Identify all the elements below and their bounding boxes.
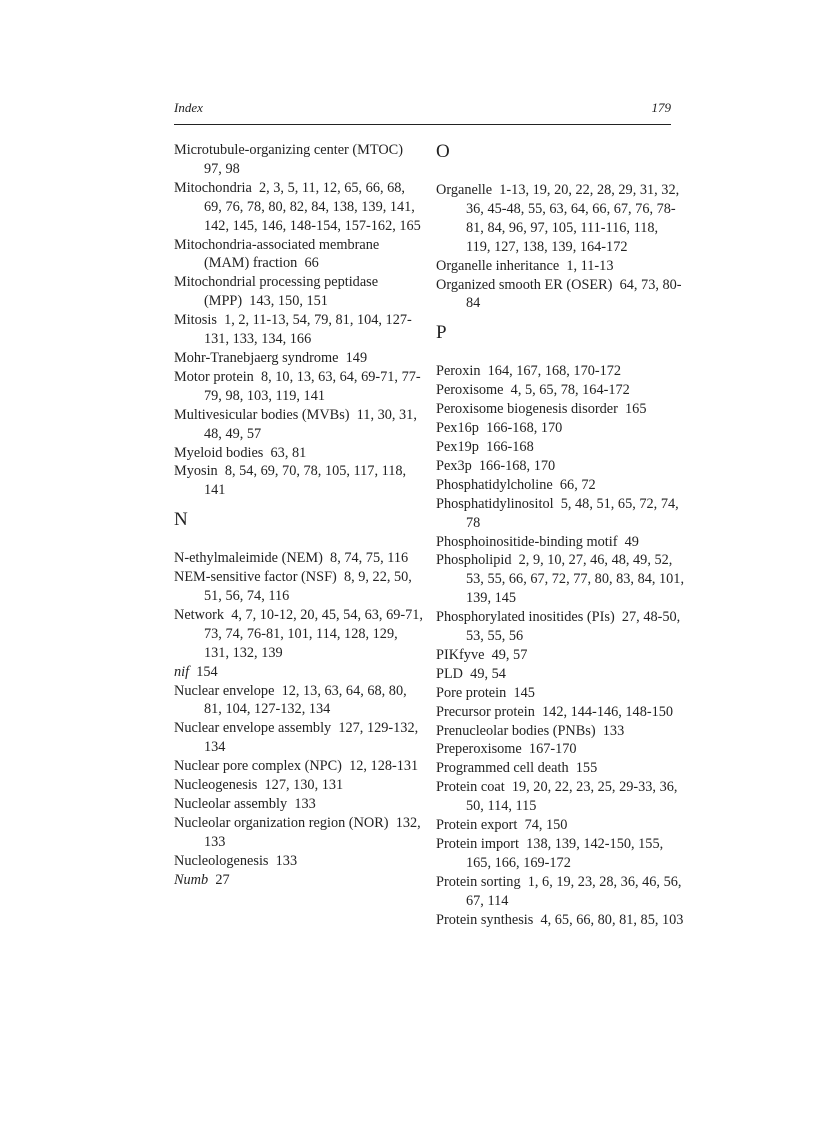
index-term: Peroxisome biogenesis disorder: [436, 401, 618, 418]
index-entry: [436, 257, 686, 276]
index-term: Myosin: [174, 463, 218, 480]
index-entry: [436, 400, 686, 419]
index-page-refs: 149: [345, 349, 368, 366]
index-entry: [174, 871, 424, 890]
index-page-refs: 12, 128-131: [349, 758, 419, 775]
index-column-right: [436, 141, 686, 930]
index-term: Mitosis: [174, 312, 217, 329]
index-term: Phosphorylated inositides (PIs): [436, 609, 615, 626]
index-term: Precursor protein: [436, 703, 535, 720]
index-term: Numb: [174, 871, 209, 888]
index-page-refs: 66: [304, 255, 319, 272]
index-group-o: [436, 181, 686, 313]
index-term: Nucleolar organization region (NOR): [174, 814, 389, 831]
index-entry: [174, 141, 424, 179]
index-entry: [436, 684, 686, 703]
index-entry: [174, 814, 424, 852]
index-entry: [436, 722, 686, 741]
index-page-refs: 8, 9, 22, 50, 51, 56, 74, 116: [204, 569, 412, 605]
index-entry: [436, 646, 686, 665]
index-entry: [174, 179, 424, 236]
index-entry: [174, 776, 424, 795]
index-term: Protein coat: [436, 779, 505, 796]
index-term: Programmed cell death: [436, 760, 569, 777]
index-entry: [436, 533, 686, 552]
index-term: Pore protein: [436, 684, 507, 701]
running-header: [174, 100, 671, 120]
index-page-refs: 8, 10, 13, 63, 64, 69-71, 77-79, 98, 103, 119, 141: [204, 368, 421, 404]
index-page-refs: 127, 130, 131: [264, 777, 344, 794]
index-entry: [436, 495, 686, 533]
index-term: Microtubule-organizing center (MTOC): [174, 142, 403, 158]
index-page-refs: 2, 3, 5, 11, 12, 65, 66, 68, 69, 76, 78, 80, 82, 84, 138, 139, 141, 142, 145, 146, 148-154, 157-162, 165: [204, 179, 421, 234]
index-page-refs: 74, 150: [524, 817, 568, 834]
index-term: Protein import: [436, 836, 519, 852]
index-term: N-ethylmaleimide (NEM): [174, 550, 323, 567]
index-entry: [436, 740, 686, 759]
index-term: Nuclear envelope: [174, 682, 275, 699]
index-term: NEM-sensitive factor (NSF): [174, 569, 337, 586]
index-page-refs: 132, 133: [204, 814, 421, 850]
index-entry: [174, 568, 424, 606]
section-title: Index: [174, 100, 203, 115]
index-entry: [436, 759, 686, 778]
index-page-refs: 145: [513, 684, 535, 701]
index-page-refs: 4, 7, 10-12, 20, 45, 54, 63, 69-71, 73, 74, 76-81, 101, 114, 128, 129, 131, 132, 139: [204, 606, 423, 661]
index-term: Protein sorting: [436, 873, 521, 890]
index-page-refs: 166-168, 170: [486, 420, 563, 437]
index-term: PIKfyve: [436, 646, 485, 663]
index-page-refs: 142, 144-146, 148-150: [542, 703, 674, 720]
index-page-refs: 66, 72: [559, 476, 596, 493]
index-term: Myeloid bodies: [174, 444, 264, 461]
index-page-refs: 167-170: [528, 741, 577, 758]
index-entry: [436, 438, 686, 457]
index-page-refs: 63, 81: [270, 444, 307, 461]
index-entry: [174, 663, 424, 682]
index-page-refs: 1-13, 19, 20, 22, 28, 29, 31, 32, 36, 45-48, 55, 63, 64, 66, 67, 76, 78-81, 84, 96, 97, 105, 111-116, 118, 119, 127, 138, 139, 164-172: [466, 182, 680, 255]
index-term: Mitochondria-associated membrane (MAM) fraction: [174, 236, 380, 272]
index-entry: [436, 778, 686, 816]
index-term: Organized smooth ER (OSER): [436, 276, 613, 293]
index-page-refs: 5, 48, 51, 65, 72, 74, 78: [466, 495, 679, 531]
index-term: Mitochondrial processing peptidase (MPP): [174, 274, 379, 310]
index-page-refs: 164, 167, 168, 170-172: [487, 363, 622, 380]
index-term: Motor protein: [174, 368, 254, 385]
index-entry: [436, 608, 686, 646]
index-term: Peroxin: [436, 363, 481, 380]
index-page-refs: 154: [196, 663, 218, 680]
index-entry: [174, 311, 424, 349]
index-column-left: [174, 141, 424, 890]
index-term: Mohr-Tranebjaerg syndrome: [174, 349, 339, 366]
index-term: Nucleologenesis: [174, 852, 269, 869]
index-term: Nucleogenesis: [174, 777, 258, 794]
page-number: 179: [651, 100, 671, 115]
index-term: Organelle inheritance: [436, 257, 560, 274]
index-entry: [436, 276, 686, 314]
index-entry: [174, 406, 424, 444]
index-entry: [174, 349, 424, 368]
index-page-refs: 49, 54: [470, 665, 506, 682]
index-term: Pex19p: [436, 438, 479, 455]
index-page-refs: 138, 139, 142-150, 155, 165, 166, 169-172: [466, 836, 664, 871]
index-term: PLD: [436, 665, 464, 682]
index-term: Organelle: [436, 182, 493, 198]
section-letter-p: P: [436, 322, 447, 344]
index-page-refs: 19, 20, 22, 23, 25, 29-33, 36, 50, 114, 115: [466, 779, 678, 815]
index-entry: [174, 795, 424, 814]
index-page-refs: 166-168, 170: [478, 457, 556, 474]
index-page-refs: 97, 98: [204, 160, 240, 177]
index-entry: [174, 462, 424, 500]
index-page-refs: 12, 13, 63, 64, 68, 80, 81, 104, 127-132, 134: [204, 682, 407, 718]
index-entry: [174, 719, 424, 757]
index-entry: [174, 549, 424, 568]
index-term: Network: [174, 606, 225, 623]
index-term: Nuclear pore complex (NPC): [174, 758, 342, 775]
index-group-m: [174, 141, 424, 500]
index-page-refs: 27, 48-50, 53, 55, 56: [466, 609, 681, 645]
index-term: Multivesicular bodies (MVBs): [174, 406, 350, 423]
index-term: Phosphatidylcholine: [436, 476, 553, 493]
header-rule: [174, 124, 671, 125]
index-term: Mitochondria: [174, 179, 252, 196]
index-entry: [174, 444, 424, 463]
index-group-p: [436, 362, 686, 929]
index-page-refs: 4, 5, 65, 78, 164-172: [510, 382, 630, 399]
index-page-refs: 49, 57: [491, 646, 528, 663]
index-entry: [436, 911, 686, 930]
index-page-refs: 165: [625, 401, 647, 418]
index-entry: [436, 362, 686, 381]
index-entry: [436, 835, 686, 873]
index-entry: [436, 457, 686, 476]
index-page-refs: 8, 54, 69, 70, 78, 105, 117, 118, 141: [204, 463, 407, 499]
index-term: Protein export: [436, 817, 518, 834]
index-entry: [436, 703, 686, 722]
index-entry: [174, 236, 424, 274]
index-page-refs: 11, 30, 31, 48, 49, 57: [204, 406, 417, 442]
index-page-refs: 143, 150, 151: [249, 293, 328, 310]
index-term: Peroxisome: [436, 382, 504, 399]
index-entry: [436, 816, 686, 835]
index-term: Phospholipid: [436, 552, 512, 569]
index-page-refs: 1, 2, 11-13, 54, 79, 81, 104, 127-131, 133, 134, 166: [204, 312, 412, 348]
index-entry: [436, 476, 686, 495]
index-page-refs: 2, 9, 10, 27, 46, 48, 49, 52, 53, 55, 66, 67, 72, 77, 80, 83, 84, 101, 139, 145: [466, 552, 685, 607]
index-entry: [174, 682, 424, 720]
section-letter-n: N: [174, 509, 188, 531]
index-term: Nuclear envelope assembly: [174, 720, 332, 737]
index-page-refs: 133: [275, 852, 298, 869]
index-page-refs: 127, 129-132, 134: [204, 720, 419, 756]
index-term: Phosphoinositide-binding motif: [436, 533, 618, 550]
index-page-refs: 133: [602, 722, 625, 739]
index-page-refs: 1, 6, 19, 23, 28, 36, 46, 56, 67, 114: [466, 873, 682, 909]
index-entry: [174, 368, 424, 406]
section-letter-o: O: [436, 141, 450, 162]
index-term: Preperoxisome: [436, 741, 522, 758]
index-entry: [436, 551, 686, 608]
index-entry: [436, 181, 686, 257]
index-term: Prenucleolar bodies (PNBs): [436, 722, 596, 739]
index-term: Phosphatidylinositol: [436, 495, 554, 512]
index-entry: [436, 419, 686, 438]
index-page-refs: 8, 74, 75, 116: [330, 550, 409, 567]
index-page-refs: 155: [575, 760, 598, 777]
index-entry: [174, 852, 424, 871]
index-page-refs: 166-168: [486, 438, 534, 455]
index-page-refs: 1, 11-13: [566, 257, 614, 274]
index-entry: [436, 381, 686, 400]
index-group-n: [174, 549, 424, 889]
index-entry: [436, 665, 686, 684]
index-entry: [174, 757, 424, 776]
index-entry: [174, 606, 424, 663]
index-entry: [174, 273, 424, 311]
index-page-refs: 133: [294, 796, 316, 812]
index-term: nif: [174, 663, 190, 680]
index-page-refs: 27: [215, 871, 230, 888]
index-entry: [436, 873, 686, 911]
index-page-refs: 64, 73, 80-84: [466, 276, 682, 312]
index-page-refs: 49: [624, 533, 639, 550]
index-term: Pex16p: [436, 420, 479, 437]
index-term: Protein synthesis: [436, 911, 534, 928]
index-term: Pex3p: [436, 457, 472, 474]
index-term: Nucleolar assembly: [174, 796, 288, 812]
index-page-refs: 4, 65, 66, 80, 81, 85, 103: [540, 911, 684, 928]
